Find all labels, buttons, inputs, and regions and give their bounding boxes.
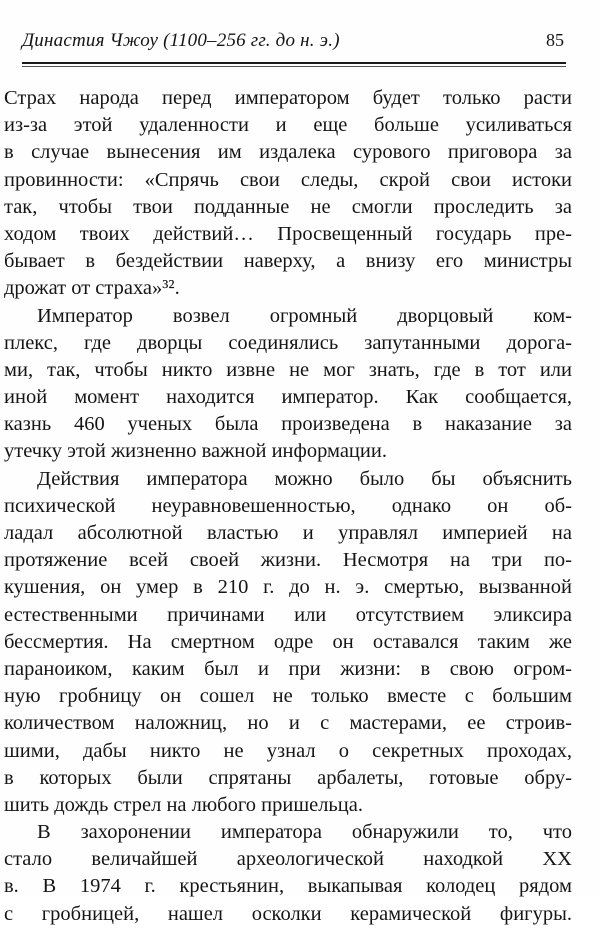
text-line: ную гробницу он сошел не только вместе с большим bbox=[4, 685, 572, 708]
text-line: ходом твоих действий… Просвещенный государь пре- bbox=[4, 222, 572, 245]
text-line: параноиком, каким был и при жизни: в свою огром- bbox=[4, 657, 572, 680]
text-line: бывает в бездействии наверху, а внизу его министры bbox=[4, 250, 572, 273]
paragraph-3 bbox=[4, 466, 572, 819]
paragraph-1 bbox=[4, 85, 572, 303]
text-line: естественными причинами или отсутствием эликсира bbox=[4, 603, 572, 626]
text-line: утечку этой жизненно важной информации. bbox=[4, 440, 387, 463]
text-line: Император возвел огромный дворцовый ком- bbox=[37, 304, 572, 327]
text-line: стало величайшей археологической находкой XX bbox=[4, 848, 572, 871]
text-line: Страх народа перед императором будет только расти bbox=[4, 87, 572, 109]
text-line: казнь 460 ученых была произведена в наказание за bbox=[4, 413, 572, 436]
header-rule bbox=[22, 62, 566, 64]
running-head bbox=[22, 30, 564, 58]
text-line: в. В 1974 г. крестьянин, выкапывая колодец рядом bbox=[4, 875, 572, 898]
text-line: иной момент находится император. Как сообщается, bbox=[4, 386, 572, 409]
text-line: дрожат от страха»³². bbox=[4, 277, 180, 300]
text-line: ми, так, чтобы никто извне не мог знать, где в тот или bbox=[4, 358, 572, 381]
text-line: протяжение всей своей жизни. Несмотря на три по- bbox=[4, 549, 572, 572]
text-line: Действия императора можно было бы объяснить bbox=[37, 467, 572, 490]
text-line: количеством наложниц, но и с мастерами, ее строив- bbox=[4, 712, 572, 735]
text-line: с гробницей, нашел осколки керамической фигуры. bbox=[4, 902, 572, 925]
page-number: 85 bbox=[546, 30, 564, 50]
text-line: шить дождь стрел на любого пришельца. bbox=[4, 793, 363, 816]
running-title: Династия Чжоу (1100–256 гг. до н. э.) bbox=[22, 30, 340, 51]
text-line: в которых были спрятаны арбалеты, готовые обру- bbox=[4, 766, 572, 789]
text-line: бессмертия. На смертном одре он оставался таким же bbox=[4, 630, 572, 653]
text-line: плекс, где дворцы соединялись запутанными дорога- bbox=[4, 331, 572, 354]
text-line: провинности: «Спрячь свои следы, скрой свои истоки bbox=[4, 168, 572, 191]
header-rule-thin bbox=[22, 66, 566, 67]
text-line: психической неуравновешенностью, однако он об- bbox=[4, 494, 572, 517]
paragraph-4 bbox=[4, 819, 572, 928]
text-line: кушения, он умер в 210 г. до н. э. смертью, вызванной bbox=[4, 576, 572, 599]
paragraph-2 bbox=[4, 303, 572, 466]
body-text bbox=[4, 85, 572, 928]
text-line: ладал абсолютной властью и управлял империей на bbox=[4, 522, 572, 544]
text-line: в случае вынесения им издалека сурового приговора за bbox=[4, 141, 572, 164]
text-line: так, чтобы твои подданные не смогли проследить за bbox=[4, 195, 572, 218]
text-line: шими, дабы никто не узнал о секретных проходах, bbox=[4, 739, 572, 762]
text-line: В захоронении императора обнаружили то, что bbox=[37, 821, 572, 844]
text-line: из-за этой удаленности и еще больше усиливаться bbox=[4, 114, 572, 137]
